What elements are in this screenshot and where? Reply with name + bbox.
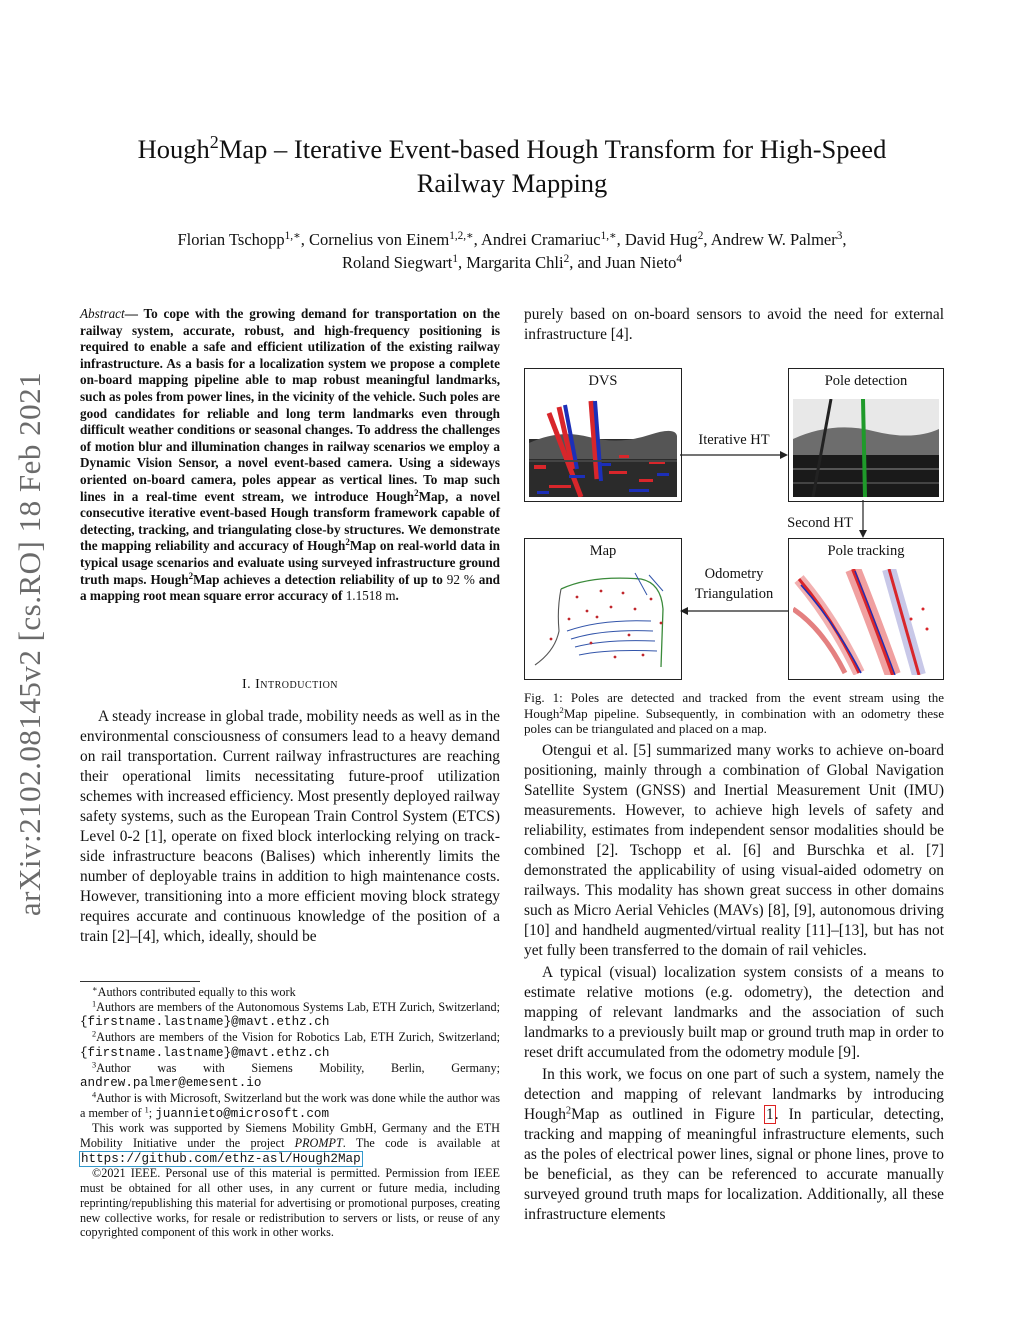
arrow-right-icon <box>680 450 788 460</box>
dvs-panel <box>524 368 682 502</box>
map-image <box>531 569 675 673</box>
pole-detection-panel <box>788 368 944 502</box>
odometry-triangulation-label: Odometry Triangulation <box>694 566 774 602</box>
right-intro-continued: purely based on on-board sensors to avoid the need for external infrastructure [4]. <box>524 306 944 343</box>
arrow-down-icon <box>857 500 869 538</box>
code-url-link[interactable]: https://github.com/ethz-asl/Hough2Map <box>81 1151 361 1166</box>
pole-detection-image <box>793 399 939 497</box>
arrow-left-icon <box>680 606 788 616</box>
paper-title: Hough$^2$Map – Iterative Event-based Hough Transform for High-Speed Railway Mapping <box>137 132 887 198</box>
figure-1-reference-link[interactable]: 1 <box>766 1106 774 1123</box>
pole-detection-label: Pole detection <box>824 373 908 389</box>
map-label: Map <box>589 543 617 559</box>
dvs-label: DVS <box>588 373 618 389</box>
dvs-event-image <box>529 399 677 497</box>
iterative-ht-label: Iterative HT <box>698 432 770 448</box>
map-panel <box>524 538 682 680</box>
footnotes: ∗Authors contributed equally to this work $^1$Authors are members of the Autonomous Systems Lab, ETH Zurich, Switzerland; {firstname.lastname}@mavt.ethz.ch $^2$Authors are members of the Vision for Robotics Lab, ETH Zurich, Switzerland; {firstname.lastname}@mavt.ethz.ch $^3$Author was with Siemens Mobility, Berlin, Germany; andrew.palmer@emesent.io $^4$Author is with Microsoft, Switzerland but the work was done while the author was a member of $^1$; juannieto@microsoft.com This work was supported by Siemens Mobility GmbH, Germany and the ETH Mobility Initiative under the project PROMPT. The code is available at https://github.com/ethz-asl/Hough2Map ©2021 IEEE. Personal use of this material is permitted. Permission from IEEE must be obtained for all other uses, in any current or future media, including reprinting/republishing this material for advertising or promotional purposes, creating new collective works, for resale or redistribution to servers or lists, or reuse of any copyrighted component of this work in other works. <box>80 985 500 1240</box>
author-list: Florian Tschopp$^{1,∗}$, Cornelius von Einem$^{1,2,∗}$, Andrei Cramariuc$^{1,∗}$, David Hug$^2$, Andrew W. Palmer$^3$, Roland Siegwart$^1$, Margarita Chli$^2$, and Juan Nieto$^4$ <box>177 229 847 272</box>
pole-tracking-panel <box>788 538 944 680</box>
arxiv-identifier: arXiv:2102.08145v2 [cs.RO] 18 Feb 2021 <box>12 371 47 917</box>
abstract: Abstract— To cope with the growing demand for transportation on the railway system, accurate, robust, and high-frequency positioning is required to enable a safe and efficient utilization of the existing railway infrastructure. As a basis for a localization system we propose a complete on-board mapping pipeline able to map robust meaningful landmarks, such as poles from power lines, in the vicinity of the vehicle. Such poles are good candidates for reliable and long term landmarks even through difficult weather conditions or seasonal changes. To address the challenges of motion blur and illumination changes in railway scenarios we employ a Dynamic Vision Sensor, a novel event-based camera. Using a sideways oriented on-board camera, poles appear as vertical lines. To map such lines in a real-time event stream, we introduce Hough$^2$Map, a novel consecutive iterative event-based Hough transform framework capable of detecting, tracking, and triangulating close-by structures. We demonstrate the mapping reliability and accuracy of Hough$^2$Map on real-world data in typical usage scenarios and evaluate using surveyed infrastructure ground truth maps. Hough$^2$Map achieves a detection reliability of up to 92 % and a mapping root mean square error accuracy of 1.1518 m. <box>80 306 501 604</box>
section-heading-introduction: I. Introduction <box>241 677 339 692</box>
intro-paragraph: A steady increase in global trade, mobility needs as well as in the environmental consciousness of consumers lead to a heavy demand on rail transportation. Current railway infrastructures are reaching their operational limits necessitating future-proof utilization schemes with increased efficiency. Most presently deployed railway safety systems, such as the European Train Control System (ETCS) Level 0-2 [1], operate on fixed block interlocking relying on track-side infrastructure beacons (Balises) which inherently limits the number of deployable trains in addition to high maintenance costs. However, transitioning into a more efficient moving block strategy requires accurate and continuous knowledge of the position of a train [2]–[4], which, ideally, should be <box>80 708 500 945</box>
second-ht-label: Second HT <box>787 515 853 531</box>
pole-tracking-image <box>793 569 939 675</box>
right-column-body: Otengui et al. [5] summarized many works to achieve on-board positioning, mainly through a combination of Global Navigation Satellite System (GNSS) and Inertial Measurement Unit (IMU) measurements. However, to achieve high levels of safety and reliability, estimates from independent sensor modalities should be combined [2]. Tschopp et al. [6] and Burschka et al. [7] demonstrated the applicability of using visual-aided odometry on railways. This modality has shown great success in other domains such as Micro Aerial Vehicles (MAVs) [8], [9], autonomous driving [10] and handheld augmented/virtual reality [11]–[13], but has not yet fully been transferred to the domain of rail vehicles. A typical (visual) localization system consists of a means to estimate relative motions (e.g. odometry), the detection and mapping of relevant landmarks and the association of such landmarks to a previously built map or ground truth map in order to reset drift accumulated from the odometry module [9]. In this work, we focus on one part of such a system, namely the detection and mapping of relevant landmarks by introducing Hough$^2$Map as outlined in Figure 1. In particular, detecting, tracking and mapping of meaningful infrastructure elements, such as the poles of electrical power lines, signal or phone lines, prove to be beneficial, as they can be referenced to accurate manually surveyed ground truth maps for localization. Additionally, all these infrastructure elements <box>524 742 944 1223</box>
pole-tracking-label: Pole tracking <box>827 543 905 559</box>
figure-1-caption: Fig. 1: Poles are detected and tracked from the event stream using the Hough$^2$Map pipeline. Subsequently, in combination with an odometry these poles can be triangulated and placed on a map. <box>524 690 944 736</box>
figure-1 <box>524 368 944 680</box>
